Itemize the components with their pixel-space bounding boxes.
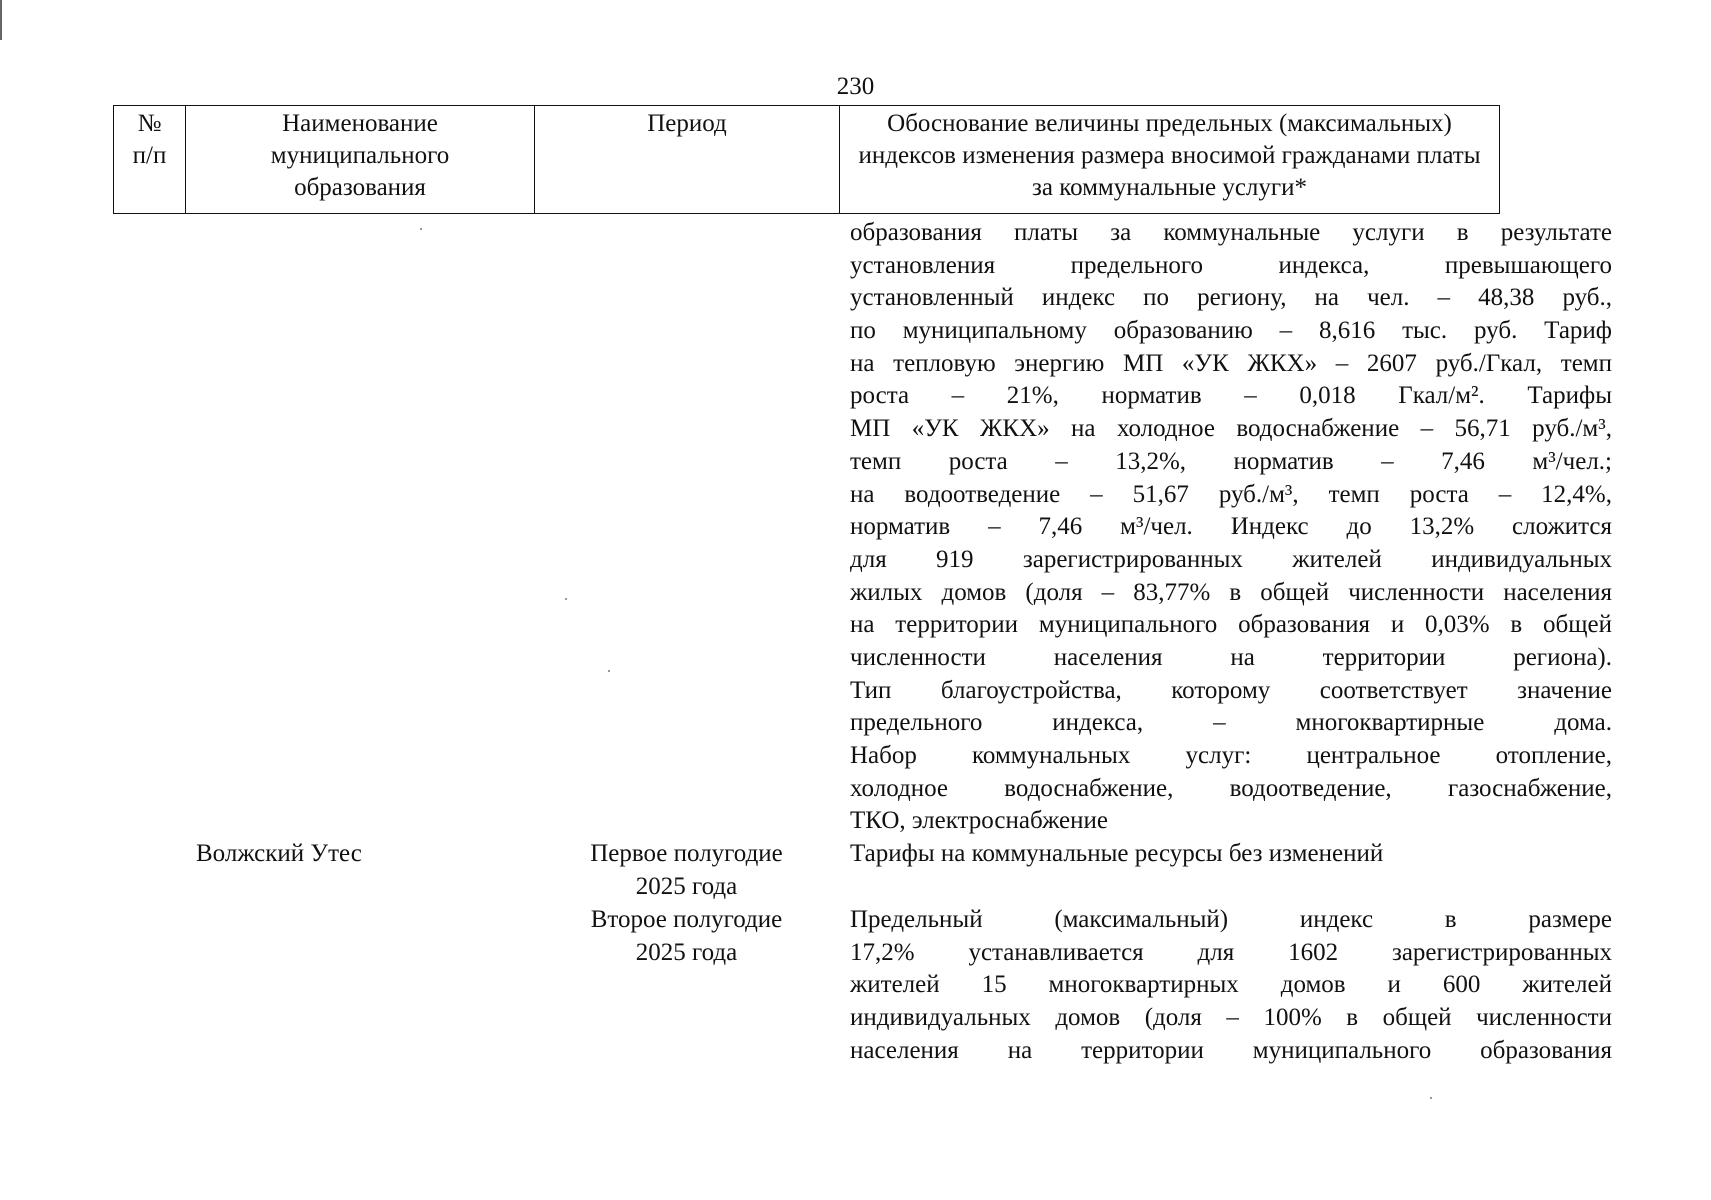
table-header — [113, 105, 1500, 214]
header-text: муниципального — [270, 142, 450, 169]
period-first-half — [534, 838, 839, 903]
header-text: Период — [647, 110, 727, 137]
text-line: Предельный (максимальный) индекс в размере — [850, 906, 1612, 933]
municipality-text: Волжский Утес — [196, 840, 362, 867]
scan-speck — [608, 670, 610, 672]
continued-justification-text — [850, 217, 1612, 838]
period-text: Первое полугодие — [590, 840, 783, 867]
text-line: населения на территории муниципального образования — [850, 1036, 1612, 1064]
text-line: Тип благоустройства, которому соответствует значение — [850, 676, 1612, 704]
scan-speck — [565, 598, 567, 600]
header-col-period — [535, 106, 840, 213]
header-text: индексов изменения размера вносимой гражданами платы — [858, 142, 1481, 169]
header-text: за коммунальные услуги* — [1031, 174, 1308, 201]
text-line: 17,2% устанавливается для 1602 зарегистрированных — [850, 938, 1612, 966]
text-line: для 919 зарегистрированных жителей индивидуальных — [850, 545, 1612, 573]
period-text: 2025 года — [635, 872, 738, 900]
period-text: Второе полугодие — [590, 906, 783, 933]
text-line: ТКО, электроснабжение — [850, 807, 1108, 835]
text-line: холодное водоснабжение, водоотведение, газоснабжение, — [850, 774, 1612, 802]
header-col-justification — [840, 106, 1499, 213]
text-line: Набор коммунальных услуг: центральное отопление, — [850, 742, 1612, 769]
page-number: 230 — [836, 73, 875, 100]
text-line: предельного индекса, – многоквартирные дома. — [850, 709, 1612, 737]
text-line: на территории муниципального образования и 0,03% в общей — [850, 611, 1612, 639]
text-line: роста – 21%, норматив – 0,018 Гкал/м². Тарифы — [850, 382, 1612, 410]
text-line: установленный индекс по региону, на чел. – 48,38 руб., — [850, 284, 1612, 312]
text-line: на водоотведение – 51,67 руб./м³, темп роста – 12,4%, — [850, 480, 1612, 508]
justification-first-half — [850, 838, 1383, 871]
header-text: № — [137, 110, 162, 137]
text-line: на тепловую энергию МП «УК ЖКХ» – 2607 руб./Гкал, темп — [850, 349, 1612, 377]
header-text: п/п — [132, 142, 167, 169]
text-line: образования платы за коммунальные услуги в результате — [850, 219, 1612, 246]
municipality-name — [196, 838, 362, 871]
header-text: Обоснование величины предельных (максимальных) — [887, 110, 1452, 137]
justification-second-half — [850, 904, 1612, 1067]
text-line: индивидуальных домов (доля – 100% в общей численности — [850, 1004, 1612, 1032]
justification-text: Тарифы на коммунальные ресурсы без изменений — [850, 840, 1384, 867]
scan-edge-mark — [0, 0, 2, 40]
scan-speck — [1430, 1097, 1432, 1099]
text-line: жителей 15 многоквартирных домов и 600 жителей — [850, 971, 1612, 999]
period-text: 2025 года — [635, 938, 738, 966]
text-line: МП «УК ЖКХ» на холодное водоснабжение – 56,71 руб./м³, — [850, 415, 1612, 443]
text-line: темп роста – 13,2%, норматив – 7,46 м³/чел.; — [850, 447, 1612, 475]
text-line: численности населения на территории региона). — [850, 643, 1612, 671]
header-text: Наименование — [282, 110, 438, 137]
text-line: установления предельного индекса, превышающего — [850, 251, 1612, 279]
header-col-municipality — [186, 106, 535, 213]
scan-speck — [420, 228, 422, 230]
period-second-half — [534, 904, 839, 969]
header-text: образования — [294, 174, 426, 201]
text-line: по муниципальному образованию – 8,616 тыс. руб. Тариф — [850, 317, 1612, 345]
text-line: жилых домов (доля – 83,77% в общей численности населения — [850, 578, 1612, 606]
header-col-number — [114, 106, 186, 213]
text-line: норматив – 7,46 м³/чел. Индекс до 13,2% сложится — [850, 513, 1612, 541]
